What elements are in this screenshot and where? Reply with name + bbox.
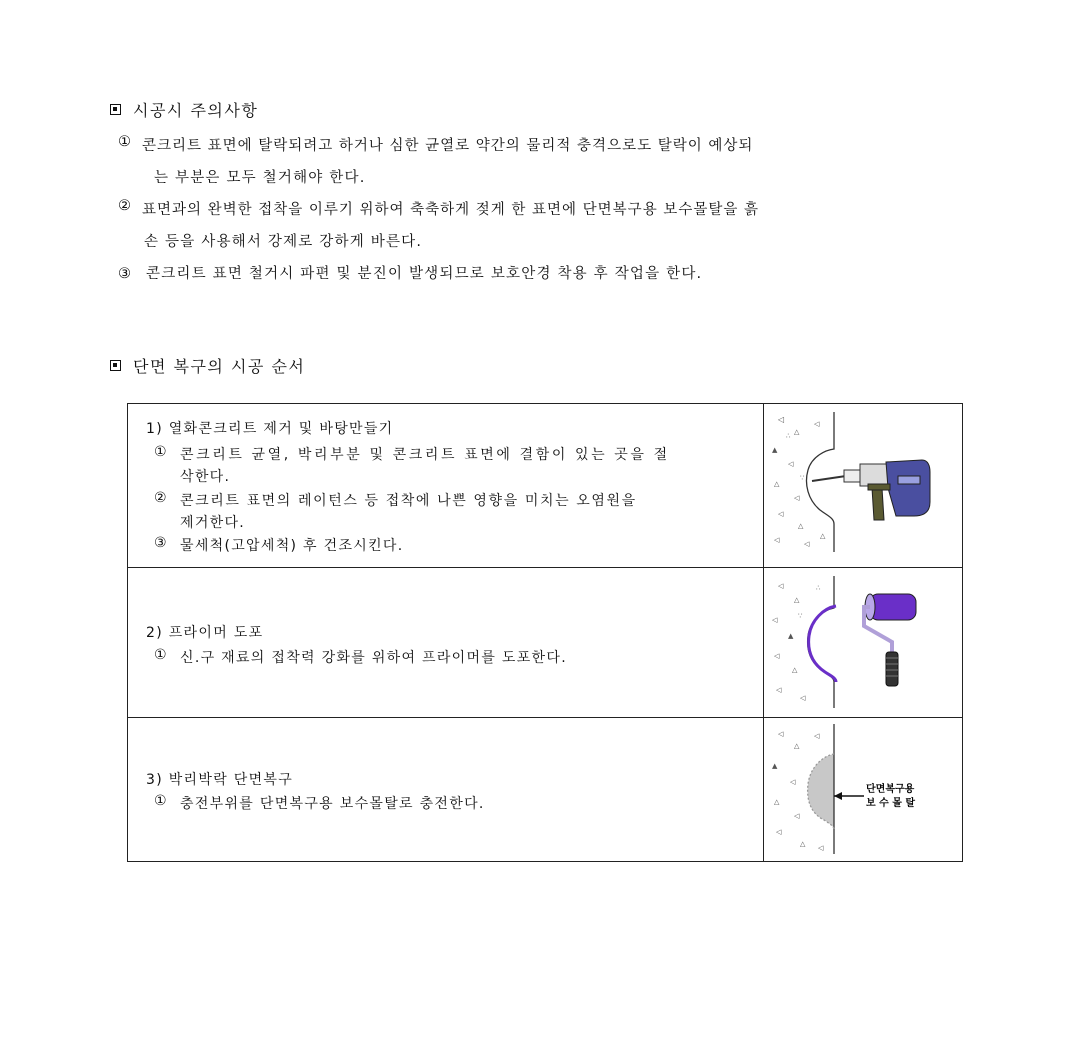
aggregate-speckles-icon xyxy=(772,415,826,548)
svg-text:◁: ◁ xyxy=(776,686,782,694)
svg-text:◁: ◁ xyxy=(794,494,800,502)
svg-text:◁: ◁ xyxy=(774,536,780,544)
primer-layer-icon xyxy=(809,606,836,682)
callout-arrow-icon xyxy=(834,792,864,800)
concrete-wall-icon xyxy=(807,412,835,552)
step-1-title: 1) 열화콘크리트 제거 및 바탕만들기 xyxy=(146,421,394,437)
item-number: ② xyxy=(154,490,168,506)
section-heading-precautions xyxy=(110,98,258,121)
paint-roller-icon xyxy=(864,594,916,686)
item-text: 콘크리트 표면 철거시 파편 및 분진이 발생되므로 보호안경 착용 후 작업을 한다. xyxy=(146,266,703,282)
svg-text:△: △ xyxy=(800,840,806,848)
svg-text:◁: ◁ xyxy=(778,510,784,518)
item-text: 콘크리트 균열, 박리부분 및 콘크리트 표면에 결함이 있는 곳을 절 xyxy=(180,447,670,463)
svg-text:△: △ xyxy=(820,532,826,540)
figure-label-line1: 단면복구용 xyxy=(866,784,915,795)
step-3-figure-cell xyxy=(764,718,963,862)
svg-text:◁: ◁ xyxy=(788,460,794,468)
step-row-1 xyxy=(128,404,963,568)
item-number: ① xyxy=(154,793,168,809)
svg-text:∴: ∴ xyxy=(786,432,791,440)
svg-text:◁: ◁ xyxy=(778,415,785,424)
svg-text:◁: ◁ xyxy=(814,420,820,428)
heading-text: 단면 복구의 시공 순서 xyxy=(133,357,306,376)
svg-text:△: △ xyxy=(792,666,798,674)
svg-text:△: △ xyxy=(774,798,780,806)
svg-text:◁: ◁ xyxy=(772,616,778,624)
item-text: 충전부위를 단면복구용 보수몰탈로 충전한다. xyxy=(180,796,485,812)
step-1-item-1-line2: 삭한다. xyxy=(180,469,231,485)
svg-text:△: △ xyxy=(798,522,804,530)
step-3-item-1 xyxy=(154,793,485,813)
precaution-item-3 xyxy=(118,262,702,283)
item-number: ① xyxy=(154,647,168,663)
svg-text:△: △ xyxy=(794,428,800,436)
step-1-text-cell xyxy=(128,404,764,568)
svg-text:◁: ◁ xyxy=(776,828,782,836)
svg-text:◁: ◁ xyxy=(804,540,810,548)
step-row-2 xyxy=(128,568,963,718)
step-2-figure-cell xyxy=(764,568,963,718)
step-2-item-1 xyxy=(154,647,567,667)
step-3-text-cell xyxy=(128,718,764,862)
item-text: 표면과의 완벽한 접착을 이루기 위하여 축축하게 젖게 한 표면에 단면복구용 보수몰탈을 흙 xyxy=(142,202,759,218)
aggregate-speckles-icon xyxy=(772,582,821,702)
square-bullet-icon xyxy=(110,104,121,115)
step-3-title: 3) 박리박락 단면복구 xyxy=(146,772,294,788)
item-number: ③ xyxy=(154,535,168,551)
svg-text:◁: ◁ xyxy=(814,732,820,740)
primer-coating-figure xyxy=(764,568,962,717)
precaution-item-1-line1 xyxy=(118,134,970,155)
concrete-wall-icon xyxy=(808,576,834,708)
svg-text:◁: ◁ xyxy=(790,778,796,786)
svg-text:◁: ◁ xyxy=(778,730,784,738)
figure-label-line2: 보 수 몰 탈 xyxy=(866,798,916,809)
svg-text:△: △ xyxy=(774,480,780,488)
svg-text:◁: ◁ xyxy=(794,812,800,820)
svg-text:◁: ◁ xyxy=(778,582,784,590)
section-repair-figure xyxy=(764,718,962,861)
precaution-item-2-line1 xyxy=(118,198,970,219)
square-bullet-icon xyxy=(110,360,121,371)
precaution-item-2-line2: 손 등을 사용해서 강제로 강하게 바른다. xyxy=(144,234,423,250)
step-row-3 xyxy=(128,718,963,862)
step-2-text-cell xyxy=(128,568,764,718)
precaution-item-1-line2: 는 부분은 모두 철거해야 한다. xyxy=(154,170,366,186)
svg-text:∵: ∵ xyxy=(800,474,805,482)
step-1-item-1-line1 xyxy=(154,444,738,464)
rotary-hammer-drill-icon xyxy=(812,460,930,520)
step-1-item-3 xyxy=(154,535,404,555)
procedure-table xyxy=(127,403,963,862)
svg-text:◁: ◁ xyxy=(818,844,824,852)
drilling-concrete-figure xyxy=(764,404,962,567)
svg-text:∴: ∴ xyxy=(816,584,821,592)
step-2-title: 2) 프라이머 도포 xyxy=(146,625,264,641)
item-number: ③ xyxy=(118,266,133,282)
svg-text:∵: ∵ xyxy=(798,612,803,620)
item-number: ① xyxy=(154,444,168,460)
heading-text: 시공시 주의사항 xyxy=(133,101,259,120)
svg-text:▲: ▲ xyxy=(788,632,794,640)
svg-text:▲: ▲ xyxy=(772,446,778,454)
svg-text:◁: ◁ xyxy=(800,694,806,702)
item-text: 콘크리트 표면의 레이턴스 등 접착에 나쁜 영향을 미치는 오염원을 xyxy=(180,493,637,509)
step-1-item-2-line2: 제거한다. xyxy=(180,515,246,531)
item-text: 신.구 재료의 접착력 강화를 위하여 프라이머를 도포한다. xyxy=(180,650,567,666)
svg-text:▲: ▲ xyxy=(772,762,778,770)
svg-text:△: △ xyxy=(794,596,800,604)
svg-text:◁: ◁ xyxy=(774,652,780,660)
section-heading-procedure xyxy=(110,354,305,377)
svg-text:△: △ xyxy=(794,742,800,750)
item-number: ① xyxy=(118,134,132,150)
item-text: 콘크리트 표면에 탈락되려고 하거나 심한 균열로 약간의 물리적 충격으로도 탈락이 예상되 xyxy=(142,138,754,154)
item-number: ② xyxy=(118,198,132,214)
item-text: 물세척(고압세척) 후 건조시킨다. xyxy=(180,538,404,554)
step-1-item-2-line1 xyxy=(154,490,637,510)
step-1-figure-cell xyxy=(764,404,963,568)
